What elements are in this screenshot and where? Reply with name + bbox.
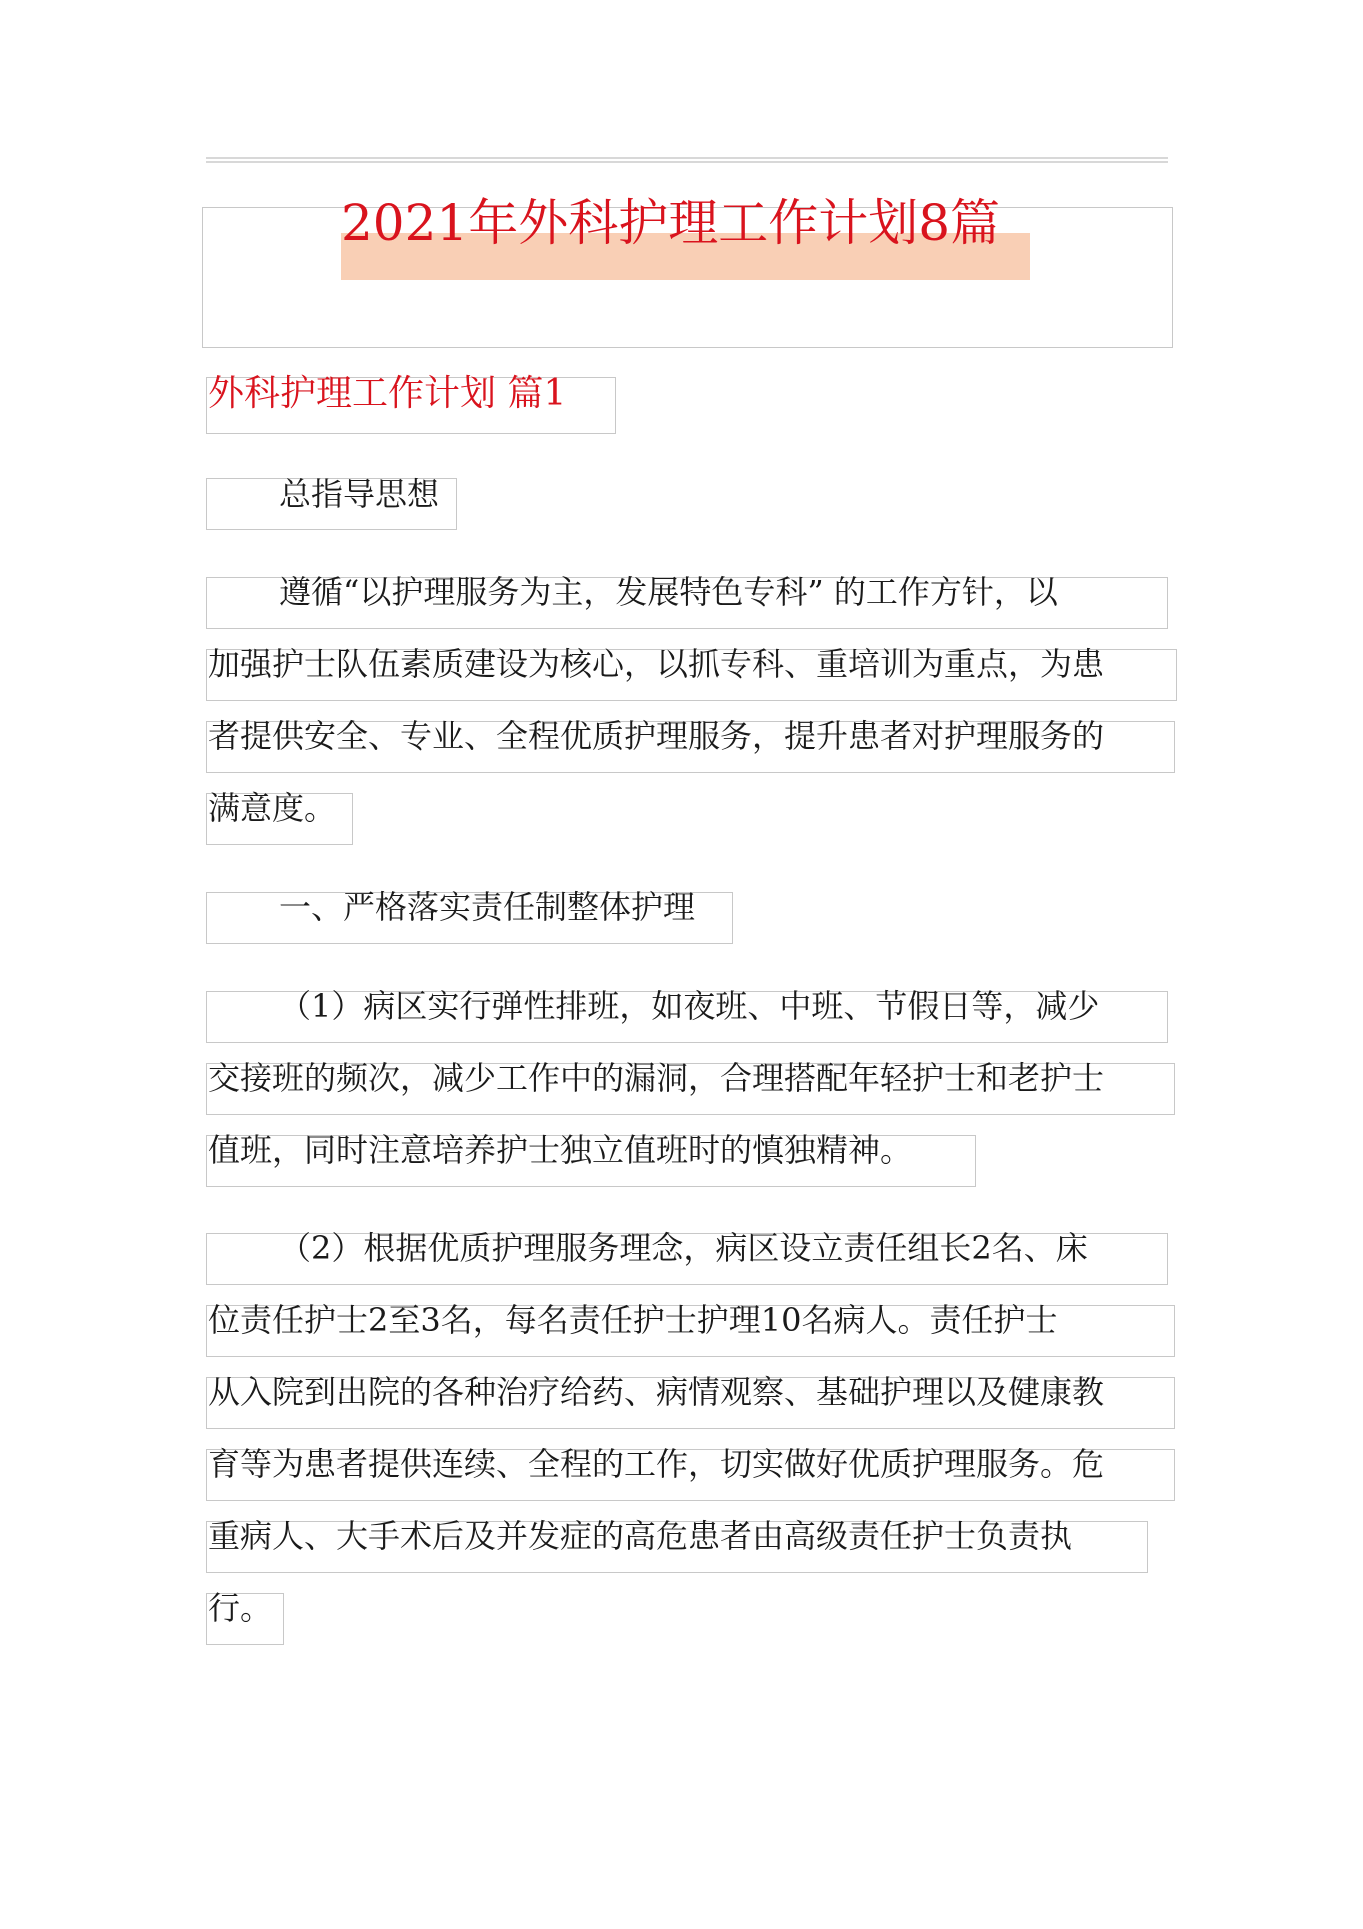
text-line: 重病人、大手术后及并发症的高危患者由高级责任护士负责执 bbox=[208, 1517, 1073, 1555]
top-rule bbox=[206, 157, 1168, 163]
text-line: 满意度。 bbox=[208, 789, 337, 827]
text-line: 总指导思想 bbox=[279, 475, 440, 513]
text-line: 交接班的频次，减少工作中的漏洞，合理搭配年轻护士和老护士 bbox=[208, 1059, 1105, 1097]
text-line: 育等为患者提供连续、全程的工作，切实做好优质护理服务。危 bbox=[208, 1445, 1105, 1483]
text-line: （2）根据优质护理服务理念，病区设立责任组长2名、床 bbox=[279, 1229, 1088, 1267]
text-line: 加强护士队伍素质建设为核心，以抓专科、重培训为重点，为患 bbox=[208, 645, 1105, 683]
text-line: 一、严格落实责任制整体护理 bbox=[279, 888, 696, 926]
text-line: 行。 bbox=[208, 1589, 273, 1627]
text-line: （1）病区实行弹性排班，如夜班、中班、节假日等，减少 bbox=[279, 987, 1100, 1025]
document-title: 2021年外科护理工作计划8篇 bbox=[341, 194, 1001, 252]
text-line: 值班，同时注意培养护士独立值班时的慎独精神。 bbox=[208, 1131, 913, 1169]
text-line: 遵循“以护理服务为主，发展特色专科” 的工作方针，以 bbox=[279, 573, 1058, 611]
text-line: 者提供安全、专业、全程优质护理服务，提升患者对护理服务的 bbox=[208, 717, 1105, 755]
text-line: 位责任护士2至3名，每名责任护士护理10名病人。责任护士 bbox=[208, 1301, 1058, 1339]
text-line: 从入院到出院的各种治疗给药、病情观察、基础护理以及健康教 bbox=[208, 1373, 1105, 1411]
section-heading: 外科护理工作计划 篇1 bbox=[208, 373, 567, 414]
